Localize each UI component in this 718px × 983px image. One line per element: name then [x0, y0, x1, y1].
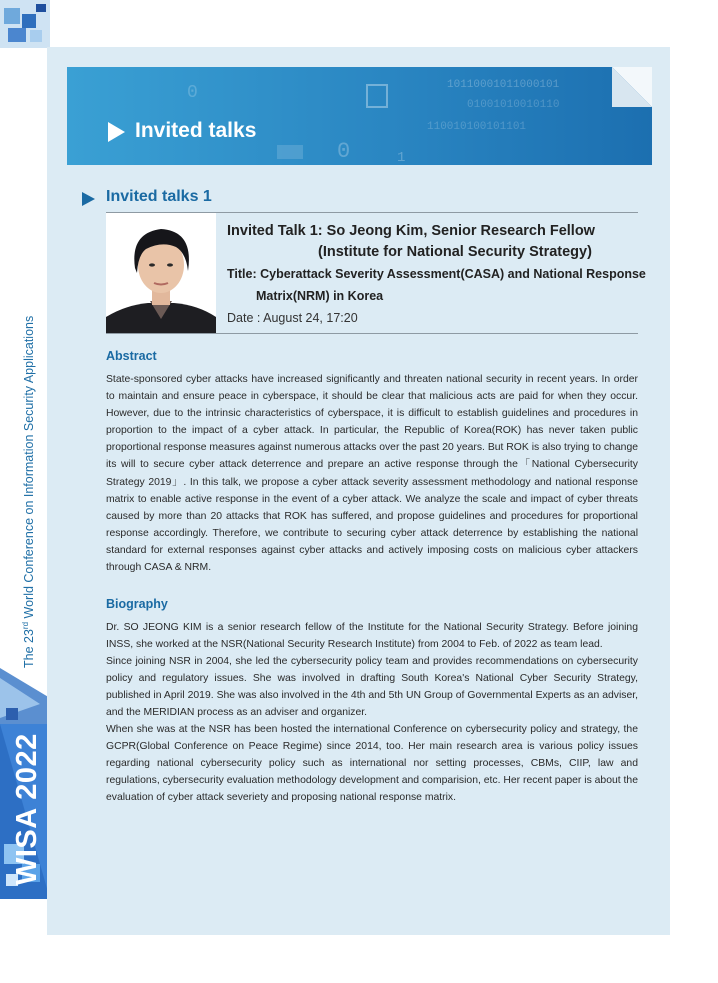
talk-title: Title: Cyberattack Severity Assessment(CASA) and National Response: [227, 267, 646, 281]
talk-affiliation: (Institute for National Security Strategy): [318, 244, 592, 260]
svg-text:1: 1: [397, 150, 406, 165]
abstract-text: State-sponsored cyber attacks have increased significantly and threaten national security in recent years. In order to maintain and ensure peace in cyberspace, it should be clear that malicious acts are paid for when they occur. However, due to the intrinsic characteristics of cyberspace, it is difficult to establish guidelines and procedures in proportion to the impact of a cyber attack. In particular, the Republic of Korea(ROK) has never taken public proportional response measures against numerous attacks over the past 20 years. But ROK is also trying to change its will to secure cyber attack deterrence and prepare an active response through the「National Cybersecurity Strategy 2019」. In this talk, we propose a cyber attack severity assessment methodology and national response matrix to enable active response in the event of a cyber attack. We analyze the scale and impact of cyber threats caused by more than 20 attacks that ROK has suffered, and propose guidelines and procedures for proportional response accordingly. Therefore, we contribute to securing cyber attack deterrence by establishing the national standard for external responses against cyber attacks and actively imposing costs on malicious cyber attackers through CASA & NRM.: [106, 374, 638, 574]
banner-graphic: [67, 67, 652, 165]
conference-name: The 23rd World Conference on Information Security Applications: [21, 315, 37, 668]
banner-arrow-icon: [106, 121, 126, 143]
section-title: Invited talks 1: [106, 188, 212, 205]
biography-paragraph: Dr. SO JEONG KIM is a senior research fellow of the Institute for the National Security Strategy. Before joining INSS, she worked at the NSR(National Security Research Institute) from 2004 to Feb. of 2022 as team lead.: [106, 622, 638, 651]
svg-text:0: 0: [187, 83, 198, 103]
svg-text:10110001011000101: 10110001011000101: [447, 79, 560, 91]
banner-title: Invited talks: [135, 119, 257, 142]
biography-heading: Biography: [106, 597, 168, 611]
abstract-heading: Abstract: [106, 349, 157, 363]
divider: [106, 333, 638, 334]
biography-paragraph: When she was at the NSR has been hosted the international Conference on cybersecurity policy and strategy, the GCPR(Global Conference on Peace Regime) since 2014, too. Her main research area is various policy issues regarding national cybersecurity policy such as international nor setting processes, CBMs, CIIP, law and regulations, cybersecurity evaluation methodology development and comparision, etc. Her recent paper is about the evaluation of cyber attack severiety and proposing national response matrix.: [106, 724, 638, 804]
section-arrow-icon: [81, 191, 96, 207]
biography-paragraph: Since joining NSR in 2004, she led the cybersecurity policy team and provides recommendations on cybersecurity policy and regulatory issues. She was involved in drafting South Korea's National Cyber Security Strategy, published in April 2019. She was also involved in the 4th and 5th UN Group of Governmental Experts as an adviser, and the MERIDIAN process as an adviser and organizer.: [106, 656, 638, 719]
svg-text:110010100101101: 110010100101101: [427, 121, 527, 133]
side-graphic: [0, 668, 50, 726]
svg-text:0: 0: [337, 139, 351, 164]
corner-cube-graphic: [0, 0, 50, 48]
wisa-logo-text: WISA 2022: [11, 733, 43, 885]
talk-title-cont: Matrix(NRM) in Korea: [256, 289, 384, 303]
svg-text:01001010010110: 01001010010110: [467, 99, 560, 111]
speaker-photo: [106, 213, 216, 333]
talk-date: Date : August 24, 17:20: [227, 311, 358, 325]
talk-heading: Invited Talk 1: So Jeong Kim, Senior Research Fellow: [227, 223, 595, 239]
